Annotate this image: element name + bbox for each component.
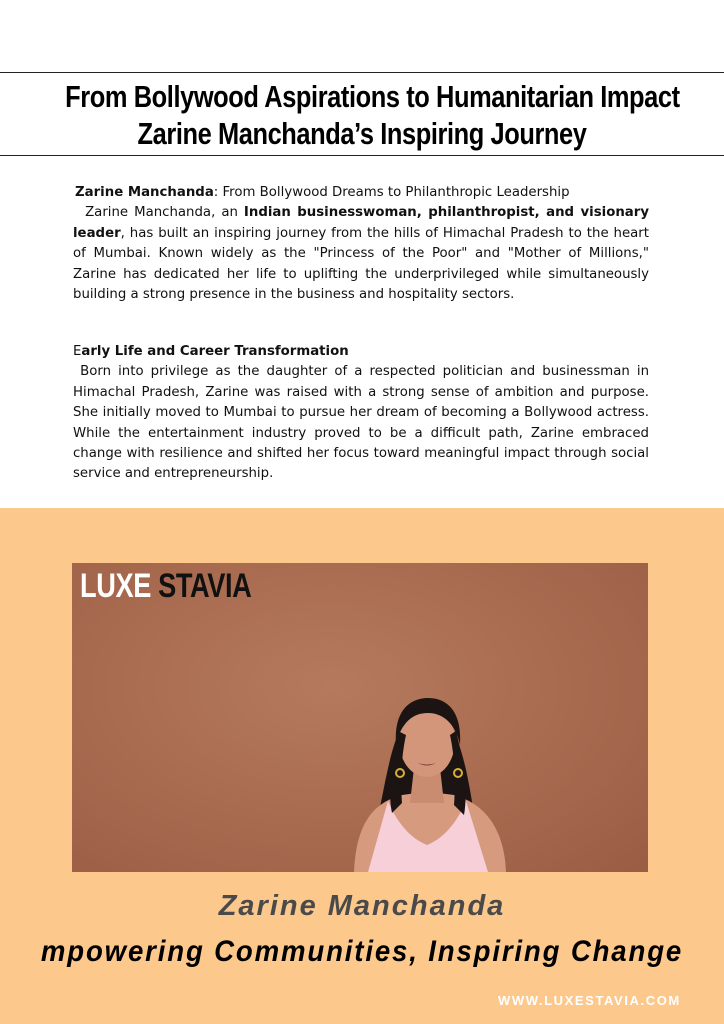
intro-name: Zarine Manchanda <box>75 185 214 200</box>
logo-word-stavia: STAVIA <box>158 567 252 605</box>
intro-body-start: Zarine Manchanda, an <box>73 205 244 221</box>
intro-paragraph <box>73 183 654 305</box>
section-heading <box>73 342 649 362</box>
intro-body-bold: Indian businesswoman, philanthropist, and visionary leader <box>73 205 654 241</box>
title-top-rule <box>0 72 724 73</box>
luxe-stavia-logo <box>80 567 251 606</box>
early-life-section <box>73 342 654 485</box>
caption-name: Zarine Manchanda <box>218 890 506 922</box>
title-line-1: From Bollywood Aspirations to Humanitarian Impact <box>65 79 680 114</box>
logo-word-luxe: LUXE <box>80 567 151 605</box>
intro-body <box>73 203 654 305</box>
title-line-2: Zarine Manchanda’s Inspiring Journey <box>137 116 587 151</box>
intro-body-end: , has built an inspiring journey from the hills of Himachal Pradesh to the heart of Mumbai. Known widely as the "Princess of the Poor" and "Mother of Millions," Zarine has dedicated her life to uplifting the underprivileged while simultaneously building a strong presence in the business and hospitality sectors. <box>73 225 654 303</box>
section-body: Born into privilege as the daughter of a respected politician and businessman in Himachal Pradesh, Zarine was raised with a strong sense of ambition and purpose. She initially moved to Mumbai to pursue her dream of becoming a Bollywood actress. While the entertainment industry proved to be a difficult path, Zarine embraced change with resilience and shifted her focus toward meaningful impact through social service and entrepreneurship. <box>73 364 654 482</box>
page-title <box>65 78 680 152</box>
section-heading-initial: E <box>73 344 82 359</box>
website-link[interactable]: WWW.LUXESTAVIA.COM <box>498 993 681 1008</box>
portrait-photo <box>72 563 648 872</box>
title-bottom-rule <box>0 155 724 156</box>
portrait-figure <box>72 563 648 872</box>
caption-tagline: mpowering Communities, Inspiring Change <box>40 935 684 968</box>
intro-heading <box>73 183 649 203</box>
section-heading-rest: arly Life and Career Transformation <box>81 344 349 359</box>
intro-heading-rest: : From Bollywood Dreams to Philanthropic Leadership <box>213 185 570 200</box>
